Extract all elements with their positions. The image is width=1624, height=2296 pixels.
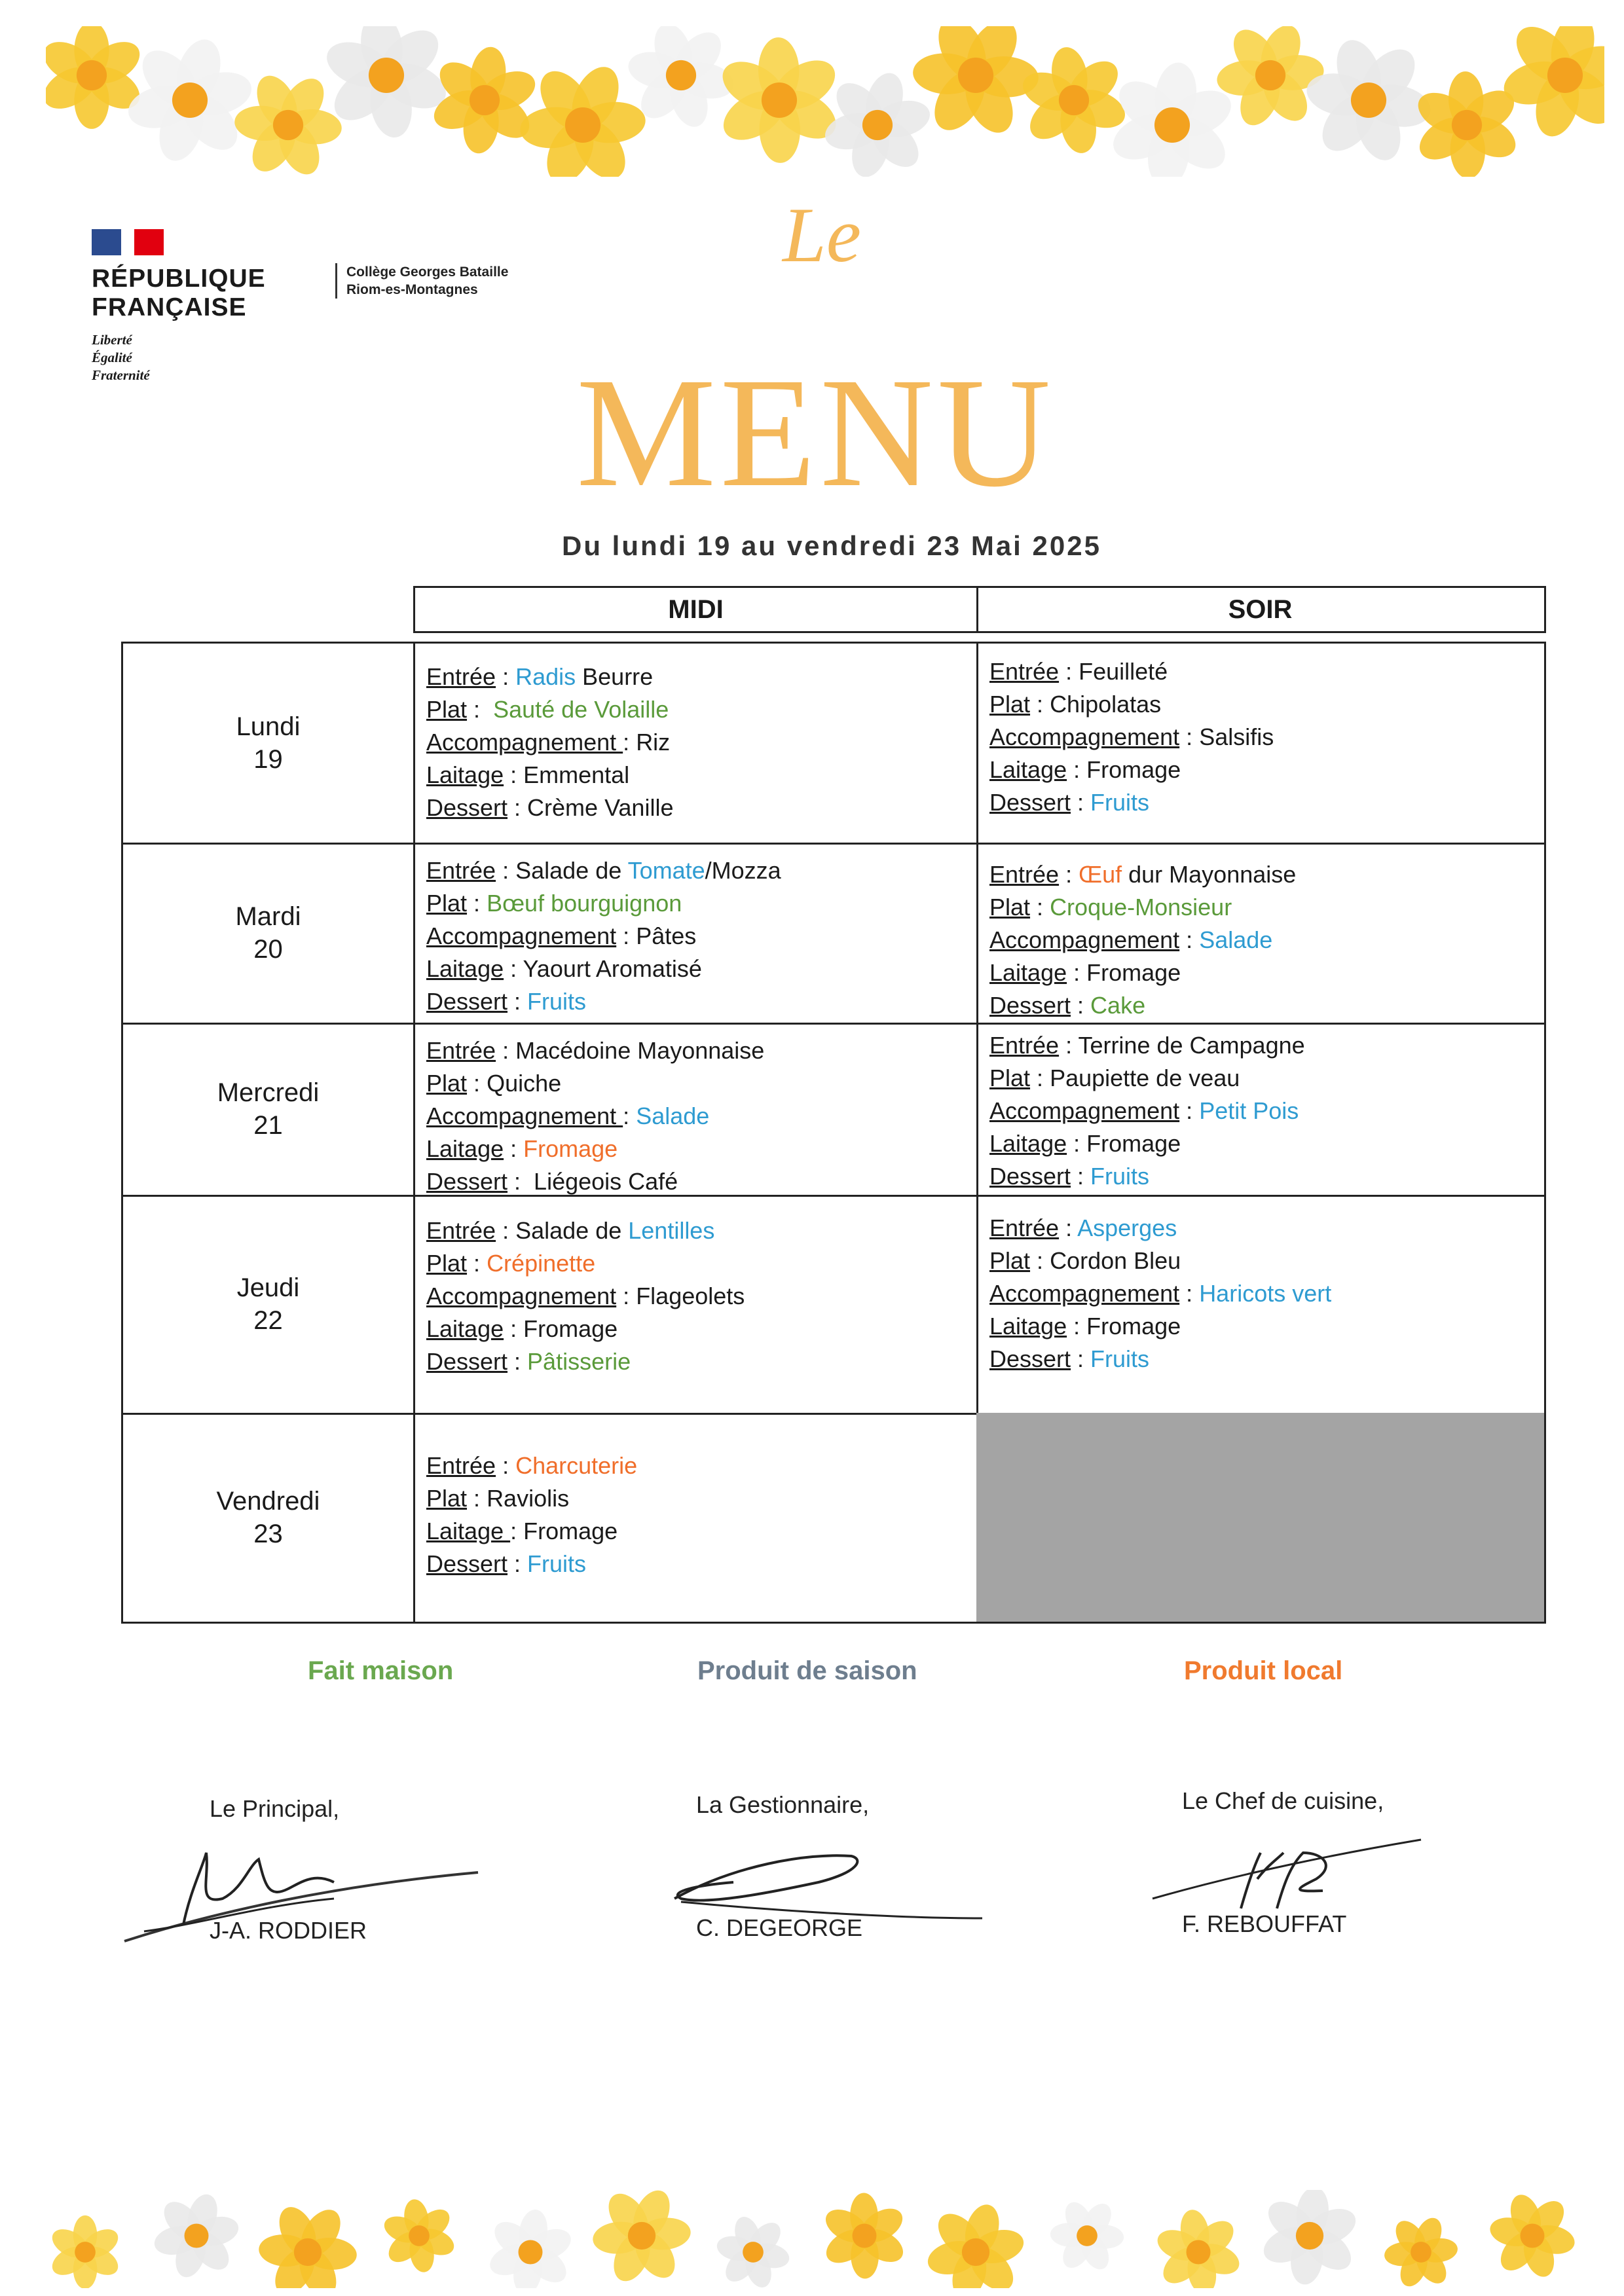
soir-cell (976, 1023, 1546, 1197)
day-name: Vendredi (216, 1486, 320, 1516)
menu-item (989, 1160, 1538, 1193)
dish-text: Fruits (1090, 1345, 1150, 1372)
daffodil-icon (1303, 34, 1434, 166)
daffodil-icon (428, 45, 541, 156)
dish-text: Fromage (1086, 959, 1181, 986)
daffodil-icon (258, 2201, 358, 2288)
menu-items (989, 1212, 1538, 1376)
course-label: Plat (426, 696, 468, 723)
menu-item (989, 754, 1538, 786)
day-number: 20 (253, 934, 283, 964)
daffodil-icon (1018, 45, 1130, 156)
menu-item (989, 1062, 1538, 1095)
separator: : (467, 890, 487, 917)
menu-table (121, 586, 1546, 1624)
day-cell (121, 1413, 415, 1624)
college-line1: Collège Georges Bataille (346, 264, 509, 280)
menu-item (426, 1214, 970, 1247)
dish-text: Œuf (1079, 861, 1122, 888)
daffodil-icon (912, 26, 1040, 141)
menu-row-vendredi (121, 1413, 1546, 1624)
day-cell (121, 642, 415, 845)
separator: : (504, 761, 524, 788)
separator: : (504, 955, 523, 982)
menu-item (426, 920, 970, 953)
dish-text: Bœuf bourguignon (487, 890, 682, 917)
day-name: Mercredi (217, 1078, 320, 1107)
separator: : (1179, 926, 1200, 953)
menu-items (426, 1214, 970, 1378)
dish-text: Salsifis (1199, 723, 1274, 750)
separator: : (467, 1070, 487, 1097)
separator: : (1179, 1280, 1200, 1307)
separator: : (616, 1283, 637, 1309)
separator: : (1030, 1247, 1050, 1274)
course-label: Plat (989, 691, 1031, 718)
daffodil-icon (1153, 2208, 1244, 2288)
menu-items (426, 1034, 970, 1198)
daffodil-icon (151, 2191, 241, 2281)
separator: : (1067, 1130, 1087, 1157)
daffodil-icon (1050, 2198, 1124, 2274)
dish-text: Radis (515, 663, 576, 690)
separator: : (1030, 894, 1050, 920)
dish-text: Fruits (527, 1550, 587, 1577)
daffodil-icon (47, 2215, 123, 2288)
separator: : (1030, 691, 1050, 718)
course-label: Laitage (989, 756, 1067, 783)
chef-name: F. REBOUFFAT (1182, 1910, 1347, 1937)
course-label: Entrée (989, 1214, 1060, 1241)
dish-text: Fruits (1090, 789, 1150, 816)
soir-cell (976, 642, 1546, 845)
course-label: Accompagnement (989, 1280, 1180, 1307)
course-label: Accompagnement (989, 1097, 1180, 1124)
midi-cell (413, 1195, 978, 1415)
column-header-midi: MIDI (413, 586, 978, 633)
menu-item (426, 1482, 970, 1515)
dish-text: Macédoine Mayonnaise (515, 1037, 765, 1064)
menu-item (426, 1449, 970, 1482)
day-number: 21 (253, 1110, 283, 1140)
separator: : (496, 857, 516, 884)
course-label: Plat (989, 1065, 1031, 1091)
daffodil-icon (714, 37, 844, 164)
dish-text: Pâtes (636, 922, 697, 949)
bottom-flower-banner (46, 2190, 1604, 2288)
menu-item (426, 792, 970, 824)
daffodil-icon (519, 60, 648, 177)
dish-text: Chipolatas (1050, 691, 1162, 718)
daffodil-icon (1488, 2191, 1578, 2281)
daffodil-icon (485, 2208, 575, 2288)
dish-text: Fromage (523, 1315, 618, 1342)
midi-cell (413, 1023, 978, 1197)
daffodil-icon (820, 2193, 908, 2279)
menu-items (426, 661, 970, 824)
separator: : (507, 1348, 528, 1375)
separator: : (623, 729, 637, 756)
course-label: Entrée (426, 663, 496, 690)
separator: : (496, 663, 516, 690)
menu-item (426, 1548, 970, 1580)
separator: : (1067, 1313, 1087, 1339)
menu-item (426, 726, 970, 759)
menu-dates: Du lundi 19 au vendredi 23 Mai 2025 (562, 530, 1101, 561)
signature-gestionnaire (655, 1781, 1048, 1964)
menu-item (426, 985, 970, 1018)
dish-text: Flageolets (636, 1283, 745, 1309)
dish-text: Salade (636, 1102, 710, 1129)
dish-text: Charcuterie (515, 1452, 638, 1479)
day-number: 23 (253, 1519, 283, 1548)
dish-text: Pâtisserie (527, 1348, 631, 1375)
course-label: Dessert (989, 789, 1071, 816)
menu-item (426, 661, 970, 693)
principal-role: Le Principal, (210, 1795, 340, 1822)
separator: : (467, 1485, 487, 1512)
signature-chef (1126, 1781, 1519, 1964)
dish-text: Yaourt Aromatisé (523, 955, 702, 982)
separator: : (1059, 1032, 1079, 1059)
separator: : (616, 922, 637, 949)
menu-item (989, 688, 1538, 721)
dish-text: Terrine de Campagne (1078, 1032, 1305, 1059)
dish-text: Fromage (1086, 1130, 1181, 1157)
top-flower-banner (46, 26, 1604, 177)
separator: : (1059, 1214, 1078, 1241)
dish-text: Salade de (515, 857, 628, 884)
course-label: Accompagnement (426, 729, 623, 756)
motto-liberte: Liberté (92, 332, 132, 348)
course-label: Laitage (989, 1130, 1067, 1157)
course-label: Plat (989, 894, 1031, 920)
course-label: Entrée (989, 658, 1060, 685)
menu-item (426, 1345, 970, 1378)
dish-text: Sauté de Volaille (493, 696, 669, 723)
course-label: Plat (989, 1247, 1031, 1274)
course-label: Entrée (426, 857, 496, 884)
daffodil-icon (1499, 26, 1604, 141)
course-label: Entrée (426, 1037, 496, 1064)
dish-text: Lentilles (628, 1217, 715, 1244)
daffodil-icon (124, 34, 256, 166)
menu-item (426, 1313, 970, 1345)
column-header-soir: SOIR (976, 586, 1546, 633)
daffodil-icon (924, 2200, 1027, 2288)
menu-item (989, 1127, 1538, 1160)
course-label: Entrée (989, 1032, 1060, 1059)
separator: : (510, 1518, 524, 1544)
dish-text: Fromage (1086, 756, 1181, 783)
daffodil-icon (380, 2198, 458, 2274)
midi-cell (413, 1413, 978, 1624)
menu-item (426, 1515, 970, 1548)
course-label: Dessert (989, 1345, 1071, 1372)
menu-item (426, 1165, 970, 1198)
signature-principal (118, 1781, 511, 1964)
course-label: Accompagnement (426, 1102, 623, 1129)
separator: : (1030, 1065, 1050, 1091)
course-label: Accompagnement (426, 1283, 617, 1309)
course-label: Dessert (426, 1550, 508, 1577)
menu-item (989, 786, 1538, 819)
dish-text: Liégeois Café (534, 1168, 678, 1195)
separator: : (496, 1037, 516, 1064)
soir-cell-empty (976, 1413, 1546, 1624)
menu-row-jeudi (121, 1195, 1546, 1415)
separator: : (507, 794, 528, 821)
menu-item (989, 957, 1538, 989)
menu-item (989, 989, 1538, 1022)
course-label: Plat (426, 890, 468, 917)
menu-item (989, 891, 1538, 924)
menu-item (989, 924, 1538, 957)
dish-text: dur Mayonnaise (1122, 861, 1297, 888)
dish-text: Fruits (527, 988, 587, 1015)
separator: : (1179, 1097, 1200, 1124)
dish-text: Fromage (523, 1518, 618, 1544)
menu-item (426, 1280, 970, 1313)
title-menu: MENU (576, 345, 1055, 519)
menu-items (989, 1029, 1538, 1193)
course-label: Entrée (989, 861, 1060, 888)
menu-item (426, 693, 970, 726)
dish-text: Haricots vert (1199, 1280, 1332, 1307)
separator: : (623, 1102, 637, 1129)
course-label: Laitage (989, 959, 1067, 986)
republique-motto (92, 331, 308, 384)
separator: : (507, 1168, 534, 1195)
course-label: Laitage (426, 1135, 504, 1162)
menu-row-mercredi (121, 1023, 1546, 1197)
dish-text: Riz (636, 729, 671, 756)
course-label: Entrée (426, 1217, 496, 1244)
menu-item (426, 1133, 970, 1165)
dish-text: Salade de (515, 1217, 629, 1244)
day-name: Jeudi (236, 1273, 300, 1302)
course-label: Laitage (426, 955, 504, 982)
menu-row-mardi (121, 843, 1546, 1025)
motto-egalite: Égalité (92, 350, 132, 365)
menu-item (426, 887, 970, 920)
gestionnaire-name: C. DEGEORGE (696, 1914, 863, 1941)
dish-text: Cake (1090, 992, 1146, 1019)
menu-item (989, 1310, 1538, 1343)
menu-item (989, 721, 1538, 754)
title-le: Le (783, 191, 861, 278)
legend-fait-maison: Fait maison (308, 1656, 454, 1685)
republique-line2: FRANÇAISE (92, 293, 247, 321)
dish-text: Quiche (487, 1070, 562, 1097)
separator: : (507, 988, 528, 1015)
menu-item (989, 1277, 1538, 1310)
separator: : (1067, 756, 1087, 783)
menu-item (426, 1247, 970, 1280)
gestionnaire-role: La Gestionnaire, (696, 1791, 870, 1818)
chef-role: Le Chef de cuisine, (1182, 1787, 1384, 1814)
menu-item (426, 854, 970, 887)
separator: : (467, 696, 494, 723)
menu-items (426, 1449, 970, 1580)
dish-text: Asperges (1077, 1214, 1177, 1241)
soir-cell (976, 1195, 1546, 1415)
marianne-flag-icon (92, 229, 164, 255)
dish-text: Feuilleté (1079, 658, 1168, 685)
daffodil-icon (714, 2214, 791, 2288)
daffodil-icon (1215, 26, 1325, 132)
separator: : (1071, 789, 1091, 816)
dish-text: Tomate (627, 857, 705, 884)
republique-line1: RÉPUBLIQUE (92, 264, 266, 293)
day-cell (121, 843, 415, 1025)
course-label: Laitage (989, 1313, 1067, 1339)
dish-text: Cordon Bleu (1050, 1247, 1181, 1274)
separator: : (467, 1250, 487, 1277)
course-label: Laitage (426, 761, 504, 788)
dish-text: Salade (1199, 926, 1273, 953)
menu-item (989, 655, 1538, 688)
menu-item (426, 1100, 970, 1133)
course-label: Laitage (426, 1315, 504, 1342)
course-label: Laitage (426, 1518, 511, 1544)
menu-items (426, 854, 970, 1018)
menu-items (989, 655, 1538, 819)
course-label: Dessert (989, 1163, 1071, 1190)
course-label: Dessert (426, 988, 508, 1015)
dish-text: Beurre (576, 663, 654, 690)
course-label: Plat (426, 1070, 468, 1097)
course-label: Dessert (989, 992, 1071, 1019)
daffodil-icon (1383, 2214, 1459, 2288)
separator: : (1071, 1345, 1091, 1372)
menu-item (989, 1095, 1538, 1127)
menu-item (426, 1067, 970, 1100)
daffodil-icon (591, 2190, 692, 2287)
course-label: Dessert (426, 794, 508, 821)
course-label: Entrée (426, 1452, 496, 1479)
separator: : (1071, 992, 1091, 1019)
course-label: Plat (426, 1485, 468, 1512)
separator: : (504, 1315, 524, 1342)
day-number: 19 (253, 745, 283, 774)
dish-text: Crépinette (487, 1250, 596, 1277)
legend-produit-local: Produit local (1184, 1656, 1343, 1685)
separator: : (1059, 658, 1079, 685)
separator: : (1071, 1163, 1091, 1190)
course-label: Accompagnement (426, 922, 617, 949)
separator: : (507, 1550, 528, 1577)
dish-text: Paupiette de veau (1050, 1065, 1240, 1091)
separator: : (496, 1452, 516, 1479)
day-cell (121, 1023, 415, 1197)
separator: : (1059, 861, 1079, 888)
dish-text: Emmental (523, 761, 630, 788)
dish-text: /Mozza (705, 857, 781, 884)
principal-name: J-A. RODDIER (210, 1917, 367, 1944)
legend-produit-saison: Produit de saison (697, 1656, 917, 1685)
menu-item (426, 759, 970, 792)
dish-text: Petit Pois (1199, 1097, 1299, 1124)
college-line2: Riom-es-Montagnes (346, 282, 478, 297)
menu-item (989, 1212, 1538, 1245)
menu-item (989, 1245, 1538, 1277)
midi-cell (413, 642, 978, 845)
dish-text: Raviolis (487, 1485, 570, 1512)
course-label: Dessert (426, 1168, 508, 1195)
menu-item (989, 858, 1538, 891)
separator: : (504, 1135, 524, 1162)
menu-item (426, 1034, 970, 1067)
menu-item (426, 953, 970, 985)
midi-cell (413, 843, 978, 1025)
course-label: Plat (426, 1250, 468, 1277)
course-label: Accompagnement (989, 723, 1180, 750)
daffodil-icon (821, 69, 934, 177)
dish-text: Fromage (1086, 1313, 1181, 1339)
separator: : (1067, 959, 1087, 986)
daffodil-icon (1259, 2190, 1361, 2286)
college-name (335, 263, 508, 299)
separator: : (1179, 723, 1200, 750)
soir-cell (976, 843, 1546, 1025)
menu-item (989, 1029, 1538, 1062)
republique-francaise-logo (92, 229, 308, 384)
separator: : (496, 1217, 516, 1244)
day-name: Mardi (235, 902, 301, 931)
day-cell (121, 1195, 415, 1415)
course-label: Dessert (426, 1348, 508, 1375)
day-name: Lundi (236, 712, 301, 741)
day-number: 22 (253, 1305, 283, 1335)
dish-text: Croque-Monsieur (1050, 894, 1232, 920)
menu-items (989, 858, 1538, 1022)
dish-text: Crème Vanille (527, 794, 674, 821)
dish-text: Fromage (523, 1135, 618, 1162)
course-label: Accompagnement (989, 926, 1180, 953)
menu-item (989, 1343, 1538, 1376)
menu-row-lundi (121, 642, 1546, 845)
dish-text: Fruits (1090, 1163, 1150, 1190)
motto-fraternite: Fraternité (92, 367, 150, 383)
